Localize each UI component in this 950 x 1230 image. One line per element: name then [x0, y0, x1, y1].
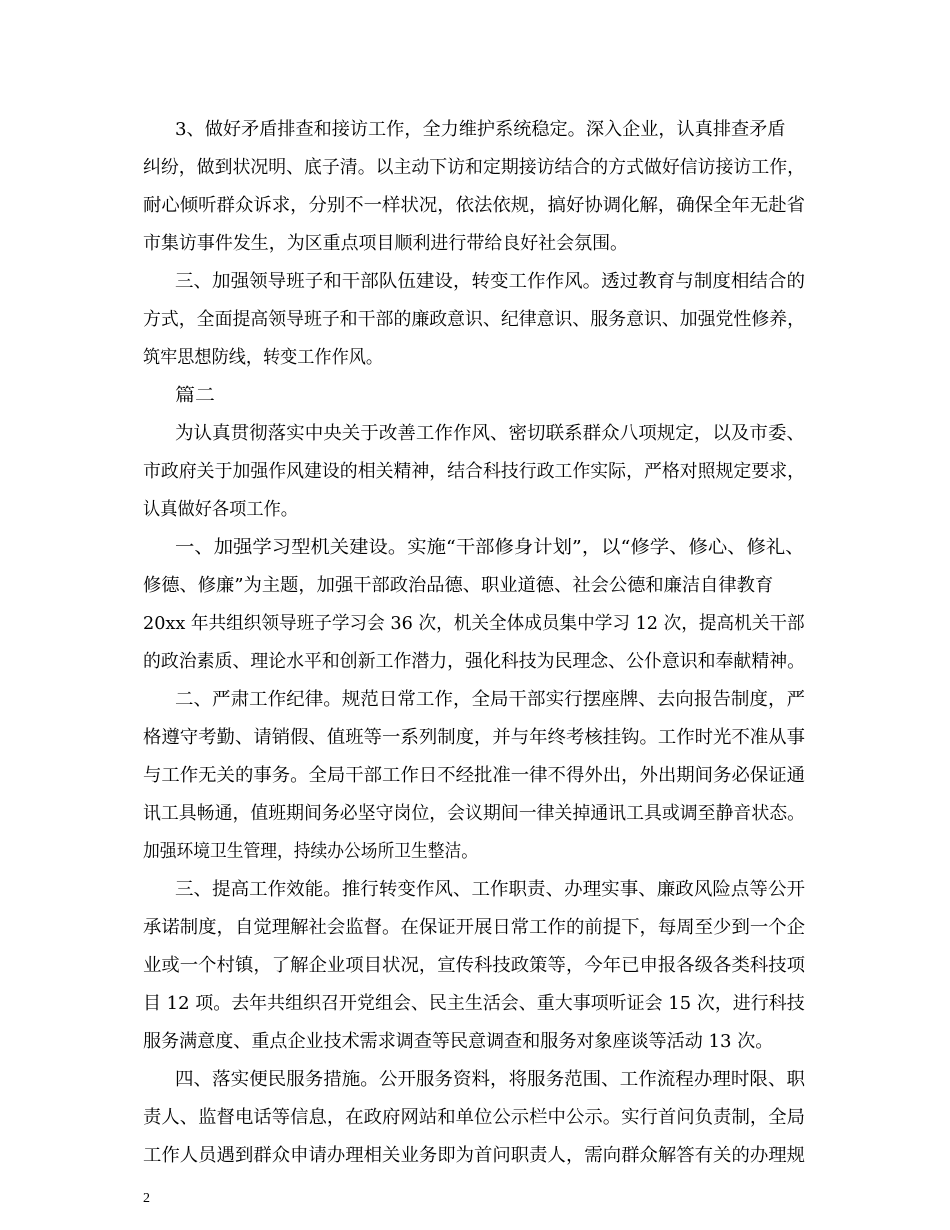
text-line: 业或一个村镇，了解企业项目状况，宣传科技政策等，今年已申报各级各类科技项 — [143, 955, 805, 976]
text-line: 的政治素质、理论水平和创新工作潜力，强化科技为民理念、公仆意识和奉献精神。 — [143, 651, 805, 672]
text-line: 加强环境卫生管理，持续办公场所卫生整洁。 — [143, 841, 478, 862]
text-line: 篇二 — [175, 385, 215, 406]
text-line: 讯工具畅通，值班期间务必坚守岗位，会议期间一律关掉通讯工具或调至静音状态。 — [143, 803, 805, 824]
page-number: 2 — [143, 1191, 150, 1206]
text-line: 责人、监督电话等信息，在政府网站和单位公示栏中公示。实行首问负责制，全局 — [143, 1107, 805, 1128]
text-line: 三、提高工作效能。推行转变作风、工作职责、办理实事、廉政风险点等公开 — [175, 879, 805, 900]
text-line: 3、做好矛盾排查和接访工作，全力维护系统稳定。深入企业，认真排查矛盾 — [175, 119, 786, 140]
text-line: 市集访事件发生，为区重点项目顺利进行带给良好社会氛围。 — [143, 233, 628, 254]
text-line: 纠纷，做到状况明、底子清。以主动下访和定期接访结合的方式做好信访接访工作， — [143, 157, 805, 178]
text-line: 三、加强领导班子和干部队伍建设，转变工作作风。透过教育与制度相结合的 — [175, 271, 805, 292]
text-line: 耐心倾听群众诉求，分别不一样状况，依法依规，搞好协调化解，确保全年无赴省 — [143, 195, 805, 216]
text-line: 目 12 项。去年共组织召开党组会、民主生活会、重大事项听证会 15 次，进行科技 — [143, 993, 805, 1014]
text-line: 为认真贯彻落实中央关于改善工作作风、密切联系群众八项规定，以及市委、 — [175, 423, 805, 444]
text-line: 工作人员遇到群众申请办理相关业务即为首问职责人，需向群众解答有关的办理规 — [143, 1145, 805, 1166]
text-line: 承诺制度，自觉理解社会监督。在保证开展日常工作的前提下，每周至少到一个企 — [143, 917, 805, 938]
text-line: 与工作无关的事务。全局干部工作日不经批准一律不得外出，外出期间务必保证通 — [143, 765, 805, 786]
text-line: 20xx 年共组织领导班子学习会 36 次，机关全体成员集中学习 12 次，提高机关干部 — [143, 613, 805, 634]
text-line: 筑牢思想防线，转变工作作风。 — [143, 347, 383, 368]
text-line: 二、严肃工作纪律。规范日常工作，全局干部实行摆座牌、去向报告制度，严 — [175, 689, 805, 710]
text-line: 一、加强学习型机关建设。实施“干部修身计划”，以“修学、修心、修礼、 — [175, 537, 805, 558]
text-line: 格遵守考勤、请销假、值班等一系列制度，并与年终考核挂钩。工作时光不准从事 — [143, 727, 805, 748]
text-line: 方式，全面提高领导班子和干部的廉政意识、纪律意识、服务意识、加强党性修养， — [143, 309, 805, 330]
text-line: 修德、修廉”为主题，加强干部政治品德、职业道德、社会公德和廉洁自律教育 — [143, 575, 774, 596]
text-line: 市政府关于加强作风建设的相关精神，结合科技行政工作实际，严格对照规定要求， — [143, 461, 805, 482]
text-line: 认真做好各项工作。 — [143, 499, 298, 520]
text-line: 四、落实便民服务措施。公开服务资料，将服务范围、工作流程办理时限、职 — [175, 1069, 805, 1090]
text-line: 服务满意度、重点企业技术需求调查等民意调查和服务对象座谈等活动 13 次。 — [143, 1031, 774, 1052]
